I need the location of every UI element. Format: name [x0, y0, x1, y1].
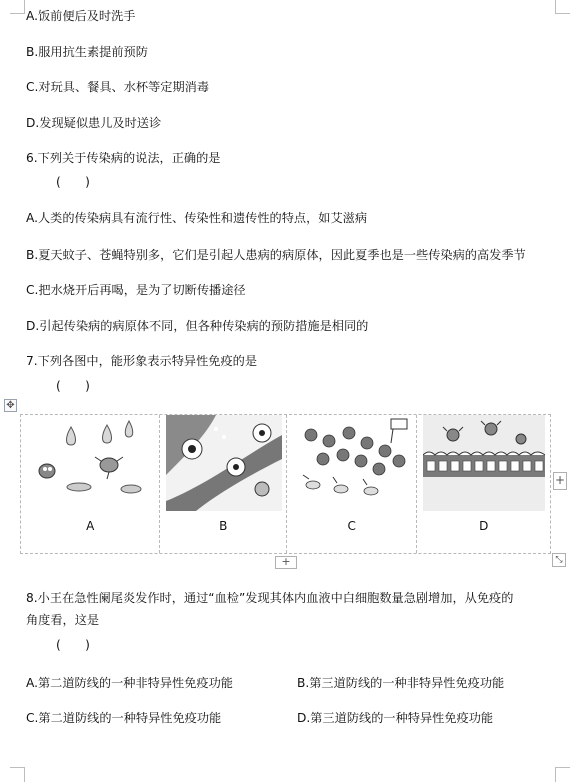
q8-option-c: C.第二道防线的一种特异性免疫功能: [26, 711, 222, 725]
table-move-handle[interactable]: ✥: [4, 399, 17, 412]
q6-option-d: D.引起传染病的病原体不同，但各种传染病的预防措施是相同的: [26, 319, 369, 333]
figure-label-c: C: [347, 519, 356, 533]
q8-option-b: B.第三道防线的一种非特异性免疫功能: [297, 676, 505, 690]
q5-option-c: C.对玩具、餐具、水杯等定期消毒: [26, 80, 210, 94]
figure-label-b: B: [219, 519, 228, 533]
figure-label-d: D: [479, 519, 489, 533]
figure-c-illustration: [293, 415, 413, 511]
q5-option-a: A.饭前便后及时洗手: [26, 9, 136, 23]
figure-cell-d[interactable]: [417, 415, 550, 553]
figure-table[interactable]: [20, 414, 551, 554]
q8-option-d: D.第三道防线的一种特异性免疫功能: [297, 711, 494, 725]
figure-a-illustration: [27, 415, 155, 511]
table-resize-handle[interactable]: ⤡: [552, 553, 566, 567]
crop-mark-bottom-left: [10, 767, 25, 782]
q6-answer-blank: ( ): [56, 175, 90, 189]
q6-option-a: A.人类的传染病具有流行性、传染性和遗传性的特点，如艾滋病: [26, 211, 368, 225]
q8-stem-line2: 角度看，这是: [26, 613, 100, 627]
q6-option-b: B.夏天蚊子、苍蝇特别多，它们是引起人患病的病原体，因此夏季也是一些传染病的高发季节: [26, 248, 526, 262]
crop-mark-top-right: [555, 0, 570, 14]
q6-option-c: C.把水烧开后再喝，是为了切断传播途径: [26, 283, 246, 297]
q5-option-d: D.发现疑似患儿及时送诊: [26, 116, 162, 130]
figure-cell-a[interactable]: [21, 415, 160, 553]
figure-d-illustration: [423, 415, 545, 511]
q8-answer-blank: ( ): [56, 638, 90, 652]
figure-label-a: A: [86, 519, 95, 533]
figure-cell-c[interactable]: [287, 415, 418, 553]
q5-option-b: B.服用抗生素提前预防: [26, 45, 148, 59]
figure-cell-b[interactable]: [160, 415, 287, 553]
add-column-button[interactable]: +: [553, 472, 567, 490]
crop-mark-bottom-right: [555, 767, 570, 782]
q8-stem-line1: 8.小王在急性阑尾炎发作时，通过“血检”发现其体内血液中白细胞数量急剧增加，从免疫的: [26, 591, 514, 605]
crop-mark-top-left: [10, 0, 25, 14]
q8-option-a: A.第二道防线的一种非特异性免疫功能: [26, 676, 233, 690]
figure-b-illustration: [166, 415, 282, 511]
q7-stem: 7.下列各图中，能形象表示特异性免疫的是: [26, 354, 258, 368]
q6-stem: 6.下列关于传染病的说法，正确的是: [26, 151, 221, 165]
q7-answer-blank: ( ): [56, 379, 90, 393]
add-row-button[interactable]: +: [275, 556, 297, 569]
